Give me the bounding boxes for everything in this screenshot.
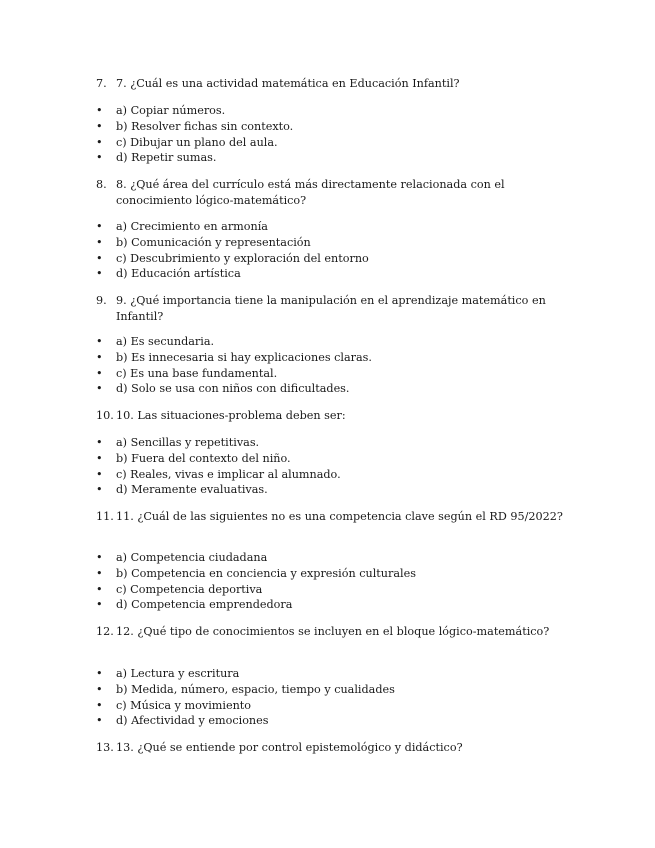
question-11 — [96, 509, 566, 525]
option-label: a) Sencillas y repetitivas. — [116, 436, 260, 449]
options-list-9 — [96, 334, 372, 397]
option-7a — [96, 103, 293, 119]
option-label: c) Reales, vivas e implicar al alumnado. — [116, 467, 341, 481]
options-list-12 — [96, 666, 395, 729]
options-list-10 — [96, 435, 341, 498]
option-label: a) Lectura y escritura — [116, 667, 240, 680]
option-12b — [96, 682, 395, 698]
option-11c — [96, 582, 416, 598]
question-number: 11. — [96, 510, 114, 523]
question-number: 8. — [96, 178, 107, 191]
option-10a — [96, 435, 341, 451]
question-number: 13. — [96, 741, 114, 754]
option-label: d) Meramente evaluativas. — [116, 483, 268, 497]
option-11b — [96, 566, 416, 582]
option-8a — [96, 219, 369, 235]
option-label: c) Música y movimiento — [116, 698, 252, 712]
options-list-8 — [96, 219, 369, 282]
option-10b — [96, 451, 341, 467]
option-9b — [96, 350, 372, 366]
bullet-icon: • — [96, 451, 103, 465]
options-list-7 — [96, 103, 293, 166]
option-label: b) Es innecesaria si hay explicaciones claras. — [116, 350, 372, 364]
option-9c — [96, 366, 372, 382]
bullet-icon: • — [96, 667, 103, 680]
bullet-icon: • — [96, 714, 103, 728]
bullet-icon: • — [96, 235, 103, 249]
question-number: 12. — [96, 625, 114, 638]
question-7 — [96, 76, 566, 92]
bullet-icon: • — [96, 382, 103, 396]
question-text: 10. Las situaciones-problema deben ser: — [116, 409, 346, 422]
question-8 — [96, 177, 566, 209]
bullet-icon: • — [96, 682, 103, 696]
option-7c — [96, 135, 293, 151]
question-12 — [96, 624, 566, 640]
option-label: b) Fuera del contexto del niño. — [116, 451, 291, 465]
bullet-icon: • — [96, 267, 103, 281]
option-8d — [96, 266, 369, 282]
option-label: b) Comunicación y representación — [116, 235, 311, 249]
option-label: c) Es una base fundamental. — [116, 366, 278, 380]
option-label: d) Afectividad y emociones — [116, 714, 269, 728]
bullet-icon: • — [96, 220, 103, 233]
option-label: d) Solo se usa con niños con dificultades. — [116, 382, 350, 396]
question-text: 12. ¿Qué tipo de conocimientos se incluyen en el bloque lógico-matemático? — [116, 625, 550, 638]
bullet-icon: • — [96, 366, 103, 380]
bullet-icon: • — [96, 151, 103, 165]
bullet-icon: • — [96, 598, 103, 612]
option-11d — [96, 597, 416, 613]
bullet-icon: • — [96, 566, 103, 580]
question-10 — [96, 408, 566, 424]
option-8b — [96, 235, 369, 251]
option-12a — [96, 666, 395, 682]
bullet-icon: • — [96, 350, 103, 364]
option-label: c) Descubrimiento y exploración del entorno — [116, 251, 369, 265]
option-9a — [96, 334, 372, 350]
option-label: a) Es secundaria. — [116, 335, 215, 348]
question-13 — [96, 740, 566, 756]
question-text: 11. ¿Cuál de las siguientes no es una competencia clave según el RD 95/2022? — [116, 510, 563, 523]
bullet-icon: • — [96, 483, 103, 497]
option-12c — [96, 698, 395, 714]
question-text: 9. ¿Qué importancia tiene la manipulación en el aprendizaje matemático en Infantil? — [116, 294, 546, 323]
question-number: 10. — [96, 409, 114, 422]
option-label: a) Competencia ciudadana — [116, 551, 268, 564]
option-label: c) Competencia deportiva — [116, 582, 263, 596]
bullet-icon: • — [96, 582, 103, 596]
bullet-icon: • — [96, 467, 103, 481]
option-9d — [96, 381, 372, 397]
option-7d — [96, 150, 293, 166]
option-label: a) Crecimiento en armonía — [116, 220, 268, 233]
question-number: 7. — [96, 77, 107, 90]
options-list-11 — [96, 550, 416, 613]
bullet-icon: • — [96, 119, 103, 133]
option-label: d) Repetir sumas. — [116, 151, 217, 165]
question-number: 9. — [96, 294, 107, 307]
option-11a — [96, 550, 416, 566]
bullet-icon: • — [96, 551, 103, 564]
question-text: 8. ¿Qué área del currículo está más directamente relacionada con el conocimiento lógico-matemático? — [116, 178, 505, 207]
question-text: 7. ¿Cuál es una actividad matemática en Educación Infantil? — [116, 77, 460, 90]
option-label: d) Competencia emprendedora — [116, 598, 293, 612]
option-10d — [96, 482, 341, 498]
option-label: b) Competencia en conciencia y expresión culturales — [116, 566, 416, 580]
option-10c — [96, 467, 341, 483]
option-label: b) Resolver fichas sin contexto. — [116, 119, 294, 133]
question-9 — [96, 293, 566, 325]
bullet-icon: • — [96, 335, 103, 348]
bullet-icon: • — [96, 104, 103, 117]
bullet-icon: • — [96, 251, 103, 265]
question-text: 13. ¿Qué se entiende por control epistemológico y didáctico? — [116, 741, 463, 754]
option-12d — [96, 713, 395, 729]
option-7b — [96, 119, 293, 135]
option-label: b) Medida, número, espacio, tiempo y cualidades — [116, 682, 395, 696]
bullet-icon: • — [96, 135, 103, 149]
bullet-icon: • — [96, 698, 103, 712]
bullet-icon: • — [96, 436, 103, 449]
option-label: c) Dibujar un plano del aula. — [116, 135, 278, 149]
option-label: d) Educación artística — [116, 267, 241, 281]
option-label: a) Copiar números. — [116, 104, 226, 117]
option-8c — [96, 251, 369, 267]
